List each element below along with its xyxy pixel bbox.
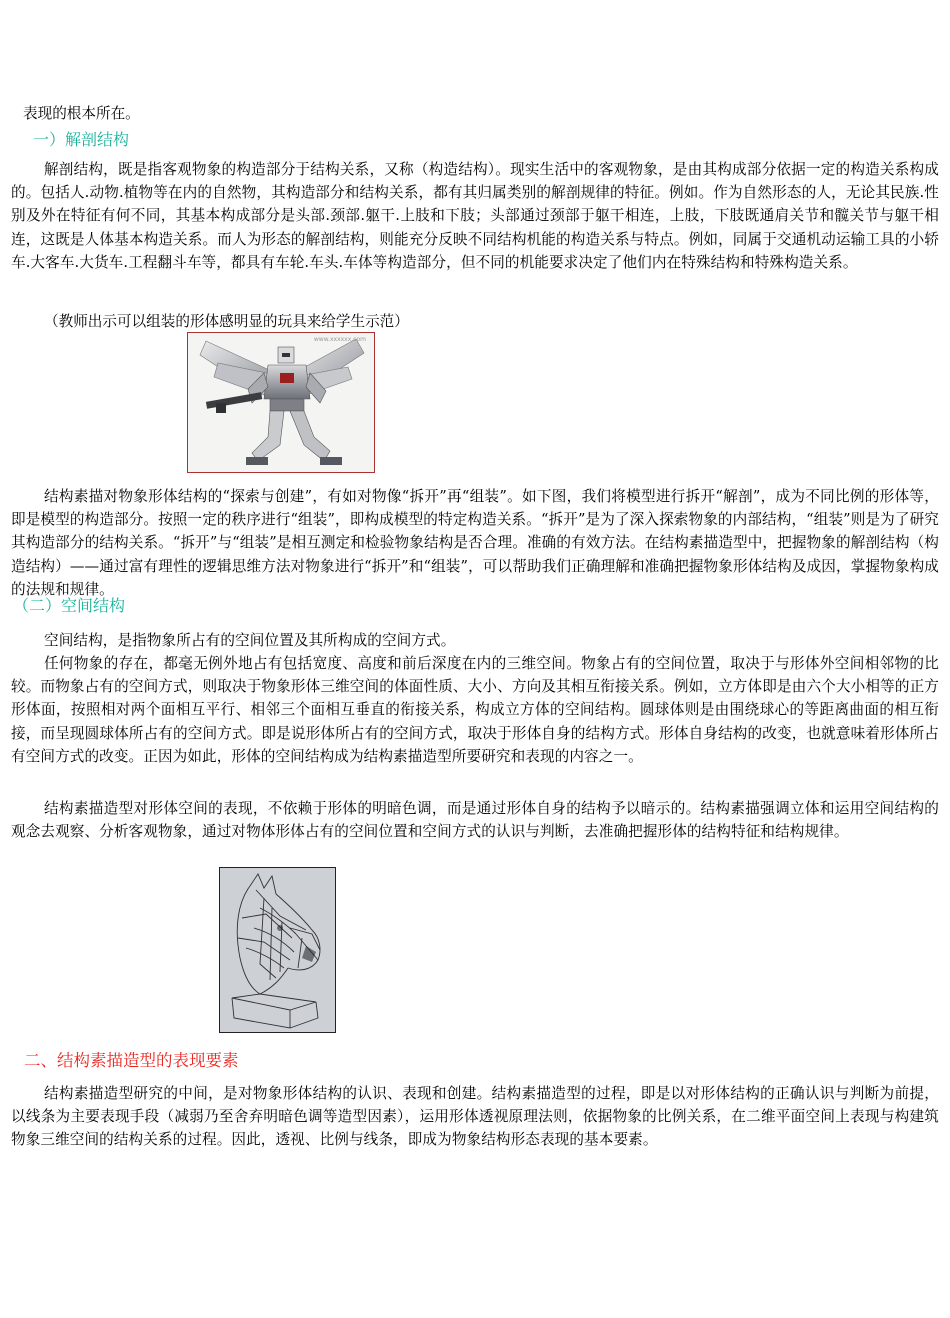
paragraph-expression-elements: 结构素描造型研究的中间，是对物象形体结构的认识、表现和创建。结构素描造型的过程，即是以对形体结构的正确认识与判断为前提，以线条为主要表现手段（减弱乃至舍弃明暗色调等造型因素），运用形体透视原理法则，依据物象的比例关系，在二维平面空间上表现与构建筑物象三维空间的结构关系的过程。因此，透视、比例与线条，即成为物象结构形态表现的基本要素。 — [11, 1085, 939, 1149]
horse-sketch-image — [219, 867, 336, 1033]
robot-illustration — [188, 333, 375, 473]
intro-line: 表现的根本所在。 — [23, 105, 140, 122]
horse-sketch-illustration — [220, 868, 336, 1033]
section-heading-anatomy: 一）解剖结构 — [33, 130, 130, 149]
paragraph-disassemble-assemble: 结构素描对物象形体结构的“探索与创建”，有如对物像“拆开”再“组装”。如下图，我们将模型进行拆开“解剖”，成为不同比例的形体等，即是模型的构造部分。按照一定的秩序进行“组装”，即构成模型的特定构造关系。“拆开”是为了深入探索物象的内部结构，“组装”则是为了研究其构造部分的结构关系。“拆开”与“组装”是相互测定和检验物象结构是否合理。准确的有效方法。在结构素描造型中，把握物象的解剖结构（构造结构）——通过富有理性的逻辑思维方法对物象进行“拆开”和“组装”，可以帮助我们正确理解和准确把握物象形体结构及成因，掌握物象构成的法规和规律。 — [11, 488, 939, 598]
image-watermark: www.xxxxxx.com — [313, 336, 366, 343]
section-heading-expression-elements: 二、结构素描造型的表现要素 — [24, 1051, 239, 1070]
robot-model-image — [187, 332, 375, 473]
paragraph-spatial-expression: 结构素描造型对形体空间的表现，不依赖于形体的明暗色调，而是通过形体自身的结构予以暗示的。结构素描强调立体和运用空间结构的观念去观察、分析客观物象，通过对物体形体占有的空间位置和空间方式的认识与判断，去准确把握形体的结构特征和结构规律。 — [11, 800, 939, 841]
section-heading-spatial: （二）空间结构 — [13, 596, 126, 615]
paragraph-anatomy-structure: 解剖结构，既是指客观物象的构造部分于结构关系，又称（构造结构）。现实生活中的客观物象，是由其构成部分依据一定的构造关系构成的。包括人.动物.植物等在内的自然物，其构造部分和结构关系，都有其归属类别的解剖规律的特征。例如。作为自然形态的人，无论其民族.性别及外在特征有何不同，其基本构成部分是头部.颈部.躯干.上肢和下肢；头部通过颈部于躯干相连，上肢，下肢既通肩关节和髋关节与躯干相连，这既是人体基本构造关系。而人为形态的解剖结构，则能充分反映不同结构机能的构造关系与特点。例如，同属于交通机动运输工具的小轿车.大客车.大货车.工程翻斗车等，都具有车轮.车头.车体等构造部分，但不同的机能要求决定了他们内在特殊结构和特殊构造关系。 — [11, 161, 939, 271]
teacher-note: （教师出示可以组装的形体感明显的玩具来给学生示范） — [44, 313, 409, 330]
paragraph-spatial-definition: 空间结构，是指物象所占有的空间位置及其所构成的空间方式。 — [44, 632, 456, 649]
paragraph-three-dimensional-space: 任何物象的存在，都毫无例外地占有包括宽度、高度和前后深度在内的三维空间。物象占有的空间位置，取决于与形体外空间相邻物的比较。而物象占有的空间方式，则取决于物象形体三维空间的体面性质、大小、方向及其相互衔接关系。例如，立方体即是由六个大小相等的正方形体面，按照相对两个面相互平行、相邻三个面相互垂直的衔接关系，构成立方体的空间结构。圆球体则是由围绕球心的等距离曲面的相互衔接，而呈现圆球体所占有的空间方式。即是说形体所占有的空间方式，取决于形体自身的结构方式。形体自身结构的改变，也就意味着形体所占有空间方式的改变。正因为如此，形体的空间结构成为结构素描造型所要研究和表现的内容之一。 — [11, 655, 939, 765]
